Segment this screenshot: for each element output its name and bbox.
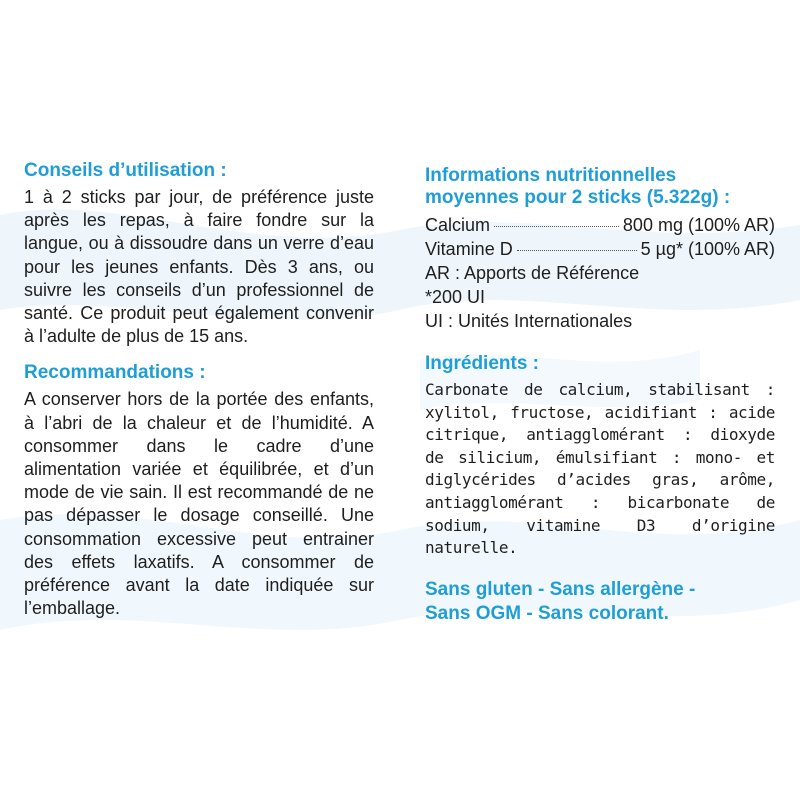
nutrition-heading-line1: Informations nutritionnelles (425, 165, 677, 186)
right-column (425, 165, 775, 626)
usage-text: 1 à 2 sticks par jour, de préférence juste après les repas, à faire fondre sur la langue, ou à dissoudre dans un verre d’eau pour les jeunes enfants. Dès 3 ans, ou suivre les conseils d’un professionnel de santé. Ce produit peut également convenir à l’adulte de plus de 15 ans. (24, 187, 374, 347)
ingredients-heading: Ingrédients : (425, 353, 540, 374)
dot-leader (494, 226, 619, 227)
nutrient-name: Vitamine D (425, 239, 513, 259)
recommendations-heading: Recommandations : (24, 362, 206, 384)
nutrient-value: 800 mg (100% AR) (622, 215, 775, 235)
claims-line1: Sans gluten - Sans allergène - (425, 578, 696, 600)
nutrition-row-vitamin-d (425, 237, 775, 261)
nutrition-heading-line2: moyennes pour 2 sticks (5.322g) : (425, 187, 731, 208)
nutrition-row-calcium (425, 213, 775, 237)
note-ui: UI : Unités Internationales (425, 311, 633, 331)
ingredients-text: Carbonate de calcium, stabilisant : xylitol, fructose, acidifiant : acide citrique, antiagglomérant : dioxyde de silicium, émulsifiant : mono- et diglycérides d’acides gras, arôme, antiagglomérant : bicarbonate de sodium, vitamine D3 d’origine naturelle. (425, 380, 775, 558)
left-column (24, 160, 374, 620)
note-ar: AR : Apports de Référence (425, 263, 640, 283)
note-ui-amount: *200 UI (425, 287, 486, 307)
usage-heading: Conseils d’utilisation : (24, 160, 227, 181)
nutrient-value: 5 µg* (100% AR) (640, 239, 775, 259)
nutrient-name: Calcium (425, 215, 491, 235)
recommendations-text: A conserver hors de la portée des enfants, à l’abri de la chaleur et de l’humidité. A consommer dans le cadre d’une alimentation variée et équilibrée, et d’un mode de vie sain. Il est recommandé de ne pas dépasser le dosage conseillé. Une consommation excessive peut entrainer des effets laxatifs. A consommer de préférence avant la date indiquée sur l’emballage. (24, 389, 374, 619)
claims-line2: Sans OGM - Sans colorant. (425, 602, 669, 624)
dot-leader (517, 250, 637, 251)
